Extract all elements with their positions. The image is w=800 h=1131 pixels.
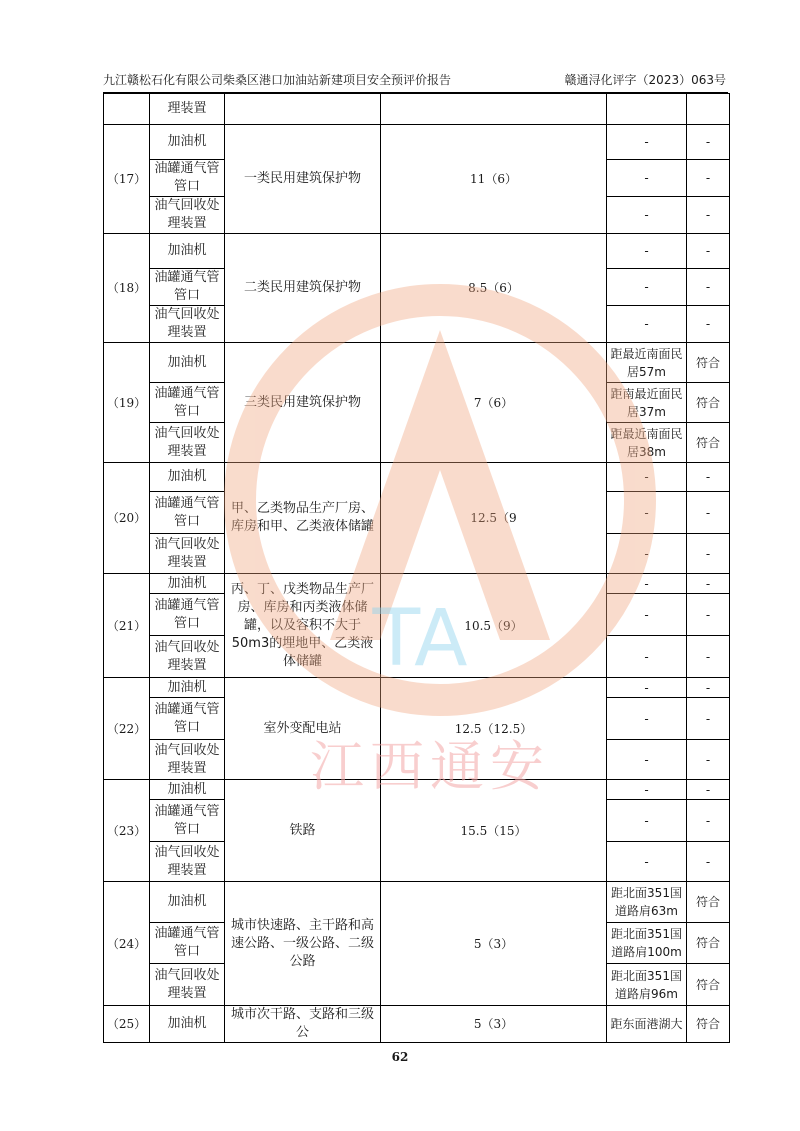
object-cell: 甲、乙类物品生产厂房、库房和甲、乙类液体储罐 (225, 463, 381, 574)
result-cell: - (687, 594, 730, 636)
actual-cell: - (607, 800, 687, 842)
page-header (103, 68, 728, 93)
table-row (104, 234, 730, 269)
table-row (104, 678, 730, 698)
result-cell: - (687, 534, 730, 574)
standard-cell: 15.5（15） (381, 780, 607, 882)
group-number-cell: （18） (104, 234, 150, 343)
item-cell: 加油机 (150, 574, 225, 594)
object-cell: 三类民用建筑保护物 (225, 343, 381, 463)
result-cell: - (687, 574, 730, 594)
item-cell: 加油机 (150, 463, 225, 492)
actual-cell: - (607, 160, 687, 197)
object-cell: 城市快速路、主干路和高速公路、一级公路、二级公路 (225, 882, 381, 1006)
actual-cell: - (607, 234, 687, 269)
actual-cell: - (607, 463, 687, 492)
actual-cell: 距北面351国道路肩96m (607, 964, 687, 1006)
standard-cell: 11（6） (381, 125, 607, 234)
result-cell: - (687, 842, 730, 882)
item-cell: 油罐通气管管口 (150, 594, 225, 636)
result-cell (687, 94, 730, 125)
actual-cell: - (607, 678, 687, 698)
item-cell: 加油机 (150, 234, 225, 269)
item-cell: 加油机 (150, 125, 225, 160)
result-cell: - (687, 269, 730, 306)
actual-cell: 距南最近面民居37m (607, 383, 687, 423)
group-number-cell: （22） (104, 678, 150, 780)
standard-cell: 12.5（12.5） (381, 678, 607, 780)
group-number-cell: （17） (104, 125, 150, 234)
result-cell: 符合 (687, 964, 730, 1006)
distance-table (103, 93, 730, 1043)
item-cell: 油气回收处理装置 (150, 842, 225, 882)
group-number-cell: （19） (104, 343, 150, 463)
object-cell: 室外变配电站 (225, 678, 381, 780)
result-cell: - (687, 234, 730, 269)
document-number: 赣通浔化评字（2023）063号 (564, 73, 726, 87)
item-cell: 加油机 (150, 780, 225, 800)
item-cell: 加油机 (150, 1006, 225, 1043)
result-cell: 符合 (687, 423, 730, 463)
page-number: 62 (391, 1050, 409, 1064)
standard-cell: 12.5（9 (381, 463, 607, 574)
result-cell: - (687, 740, 730, 780)
report-title: 九江赣松石化有限公司柴桑区港口加油站新建项目安全预评价报告 (103, 73, 452, 87)
item-cell: 油气回收处理装置 (150, 740, 225, 780)
item-cell: 油气回收处理装置 (150, 534, 225, 574)
item-cell: 油气回收处理装置 (150, 423, 225, 463)
object-cell: 铁路 (225, 780, 381, 882)
item-cell: 油罐通气管管口 (150, 383, 225, 423)
result-cell: 符合 (687, 923, 730, 964)
watermark-text: 江西通安 (310, 735, 550, 798)
item-cell: 加油机 (150, 882, 225, 923)
group-number-cell: （20） (104, 463, 150, 574)
result-cell: - (687, 197, 730, 234)
group-number-cell: （21） (104, 574, 150, 678)
table-row (104, 343, 730, 383)
standard-cell (381, 94, 607, 125)
object-cell: 丙、丁、戊类物品生产厂房、库房和丙类液体储罐，以及容积不大于50m3的埋地甲、乙类液体储罐 (225, 574, 381, 678)
object-cell: 二类民用建筑保护物 (225, 234, 381, 343)
item-cell: 油气回收处理装置 (150, 197, 225, 234)
table-row (104, 780, 730, 800)
actual-cell: 距最近南面民居38m (607, 423, 687, 463)
actual-cell: - (607, 698, 687, 740)
table-row (104, 94, 730, 125)
result-cell: - (687, 463, 730, 492)
result-cell: - (687, 306, 730, 343)
result-cell: - (687, 678, 730, 698)
actual-cell: - (607, 780, 687, 800)
item-cell: 油气回收处理装置 (150, 964, 225, 1006)
actual-cell: - (607, 636, 687, 678)
item-cell: 油气回收处理装置 (150, 306, 225, 343)
item-cell: 油罐通气管管口 (150, 923, 225, 964)
actual-cell: 距北面351国道路肩63m (607, 882, 687, 923)
actual-cell: - (607, 740, 687, 780)
table-row (104, 463, 730, 492)
result-cell: - (687, 160, 730, 197)
result-cell: 符合 (687, 343, 730, 383)
object-cell: 一类民用建筑保护物 (225, 125, 381, 234)
group-number-cell: （25） (104, 1006, 150, 1043)
object-cell: 城市次干路、支路和三级公 (225, 1006, 381, 1043)
standard-cell: 5（3） (381, 1006, 607, 1043)
actual-cell: - (607, 306, 687, 343)
table-row (104, 125, 730, 160)
result-cell: - (687, 780, 730, 800)
item-cell: 油罐通气管管口 (150, 160, 225, 197)
result-cell: - (687, 636, 730, 678)
item-cell: 油罐通气管管口 (150, 492, 225, 534)
actual-cell: 距最近南面民居57m (607, 343, 687, 383)
actual-cell: - (607, 534, 687, 574)
actual-cell (607, 94, 687, 125)
actual-cell: - (607, 842, 687, 882)
table-row (104, 574, 730, 594)
group-number-cell: （24） (104, 882, 150, 1006)
actual-cell: - (607, 594, 687, 636)
item-cell: 油罐通气管管口 (150, 800, 225, 842)
item-cell: 加油机 (150, 678, 225, 698)
group-number-cell (104, 94, 150, 125)
object-cell (225, 94, 381, 125)
item-cell: 油罐通气管管口 (150, 269, 225, 306)
standard-cell: 5（3） (381, 882, 607, 1006)
result-cell: 符合 (687, 383, 730, 423)
result-cell: - (687, 800, 730, 842)
standard-cell: 7（6） (381, 343, 607, 463)
item-cell: 理装置 (150, 94, 225, 125)
actual-cell: - (607, 125, 687, 160)
actual-cell: - (607, 574, 687, 594)
result-cell: - (687, 492, 730, 534)
item-cell: 油气回收处理装置 (150, 636, 225, 678)
result-cell: - (687, 698, 730, 740)
standard-cell: 10.5（9） (381, 574, 607, 678)
table-row (104, 882, 730, 923)
group-number-cell: （23） (104, 780, 150, 882)
result-cell: - (687, 125, 730, 160)
actual-cell: - (607, 492, 687, 534)
result-cell: 符合 (687, 882, 730, 923)
actual-cell: - (607, 197, 687, 234)
standard-cell: 8.5（6） (381, 234, 607, 343)
actual-cell: 距东面港湖大 (607, 1006, 687, 1043)
actual-cell: 距北面351国道路肩100m (607, 923, 687, 964)
result-cell: 符合 (687, 1006, 730, 1043)
actual-cell: - (607, 269, 687, 306)
table-row (104, 1006, 730, 1043)
watermark-logo-text: TA (372, 594, 468, 684)
item-cell: 油罐通气管管口 (150, 698, 225, 740)
item-cell: 加油机 (150, 343, 225, 383)
